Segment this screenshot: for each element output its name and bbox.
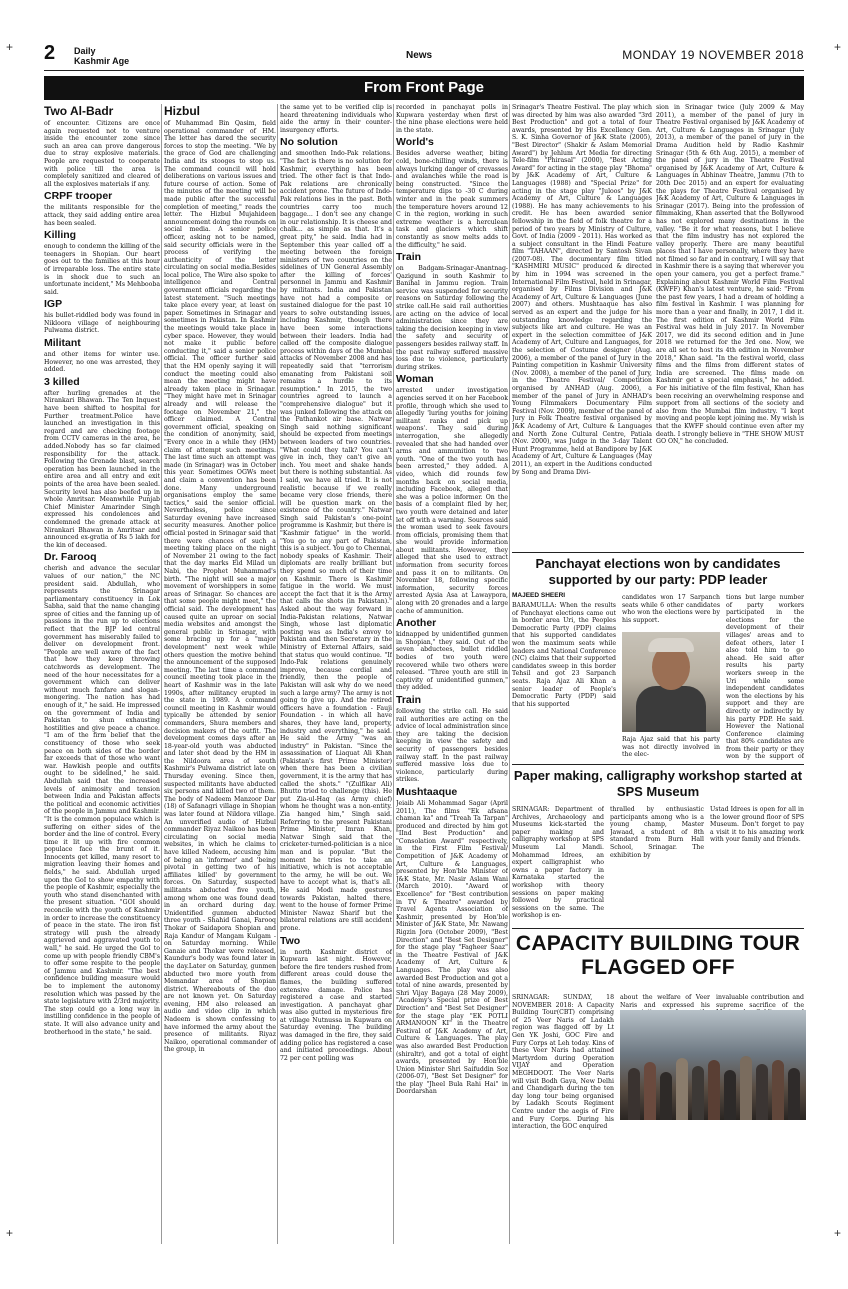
pdp-byline: MAJEED SHEERI [512, 592, 566, 599]
cb-column-c-top: invaluable contribution and supreme sacrifice of the [716, 994, 804, 1009]
section-banner-title: From Front Page [363, 79, 484, 96]
sps-column-b: thralled by enthusiastic participants among who is a young champ, Master Jawaad, a student of 8th standard from Burn Hall School, Srinagar. The exhibition by [610, 806, 704, 859]
cb-column-a: SRINAGAR: SUNDAY, 18 NOVEMBER 2018: A Capacity Building Tour(CBT) comprising of 25 Veer Naris of Ladakh region was flagged off by Lt Gen YK Joshi, GOC Fire and Fury Corps at Leh today. Kins of these Veer Naris had attained Martyrdom during Operation VIJAY and Operation MEGHDOOT. The Veer Naris will visit Bodh Gaya, New Delhi and Chandigarh during the ten day long tour being organised by Ladakh Scouts Regiment Centre under the aegis of Fire and Fury Corps. During his interaction, the GOC enquired [512, 994, 614, 1131]
section-tag: News [406, 50, 433, 61]
story-body: enough to condemn the killing of the teenagers in Shopian. Our heart goes out to the families at this hour of irreparable loss. The entire state is in shock due to such an unfortunate incident," Ms Mehbooba said. [44, 243, 160, 296]
column-5 [512, 104, 652, 558]
story-body: following the strike call. He said rail authorities are acting on the advice of local administration since they are taking the decision keeping in view the safety and security of passengers besides railway staff. In the past railway suffered massive loss due to violence, particularly during strikes. [396, 707, 508, 784]
story-body: and other items for winter use. However, no one was arrested, they added. [44, 351, 160, 374]
masthead-rule [44, 70, 804, 71]
dateline: MONDAY 19 NOVEMBER 2018 [622, 48, 804, 62]
story-body: Jeiaib Ali Mohammad Sagar (April 2011), The films "Ek afsana chaman ka" and "Treah Ta Tarpan" produced and directed by him got "IInd Best Production" and "Consolation Award" respectively, in the First Film Festival/ Competition of J&K Academy of Art, Culture & Languages, presented by Hon'ble Minister of J&K State, Mr. Nasir Aslam Wani (March 2010). "Award of Excellence" for "Best contribution in TV & Theatre" awarded by Travel Agents Association of Kashmir, presented by Hon'ble Minister of J&K State, Mr. Nawang Rigzin Jora (October 2009), "Best Direction" and "Best Set Designer" for the stage play "Fagheer Saaz" in the Theatre Festival of J&K Academy of Art, Culture & Languages. The play was also awarded Best Production and got a total of nine awards, presented by Shri Vijay Bagaya (28 May 2009), "Academy's Special prize of Best Direction" and "Best Set Designer" for the stage play "EK POTLI ARMANOON KI" in the Theatre Festival of J&K Academy of Art, Culture & Languages. The play was also awarded Best Production (shiraltr), and got a total of eight awards, presented by Hon'ble Union Minister Shri Saifuddin Soz (2006-07), "Best Set Designer" for the play "Jheel Bula Rahi Hai" in Doordarshan [396, 799, 508, 1096]
story-body: arrested under investigation agencies served it on her Facebook profile, through which she used to allegedly 'luring youths for joining militant ranks and pick up weapons'. They said during interrogation, she allegedly revealed that she had handed over arms and ammunition to two youth. "One of the two youth has been arrested," they added. A video, which did rounds few months back on social media, including Facebook, alleged that she was a police informer. On the basis of a complaint filed by her, two youth were detained and later let off with a warning. Sources said the woman used to seek favours from officials, promising them that she would provide information about militants. However, they alleged that she used to extract information from security forces and pass it on to militants. On November 18, following specific information, security forces arrested Aysia Asa at Lawaypora, along with 20 grenades and a large cache of ammunition. [396, 387, 508, 615]
story-body: of encounter. Citizens are once again requested not to venture inside the encounter zone since such an area can prove dangerous due to stray explosive materials. People are requested to cooperate with police till the area is completely sanitized and cleared of all the explosives materials if any. [44, 120, 160, 188]
pdp-leader-photo [622, 632, 720, 732]
story-headline: World's [396, 136, 434, 149]
paper-name-line2: Kashmir Age [74, 56, 130, 66]
story-divider [512, 764, 804, 765]
story-body: cherish and advance the secular values of our nation," the NC president said. Abdullah, who represents the Srinagar parliamentary constituency in Lok Sabha, said that the name changing spree of cities and the fanning up of passions in the run up to elections reflect that the BJP led central government has miserably failed to deliver on development front. "People are well aware of the fact that how they keep throwing catchwords as development. The need of the hour necessitates for a government which can deliver without much fanfare and slogan-mongering. The nation has had enough of it," he said. He impressed on the government of India and Pakistan to shun exhausting hostilities and give peace a chance. "I am of the firm belief that the constituency of those who seek peace on both sides of the border far exceeds that of those who want war. Hawkish people and outfits ought to be sidelined," he said. Abdullah said that the increased levels of animosity and tension between India and Pakistan affects the political and economic activities of the people in Jammu and Kashmir. "It is the common populace which is suffering on either sides of the border and the line of control. Every time it lit up with fire common populace face the brunt of it. Innocents get killed, many resort to migration leaving their homes and fields," he said. Abdullah urged upon the GoI to show empathy with the people of Kashmir, especially the youth who stand disenchanted with the present situation. "GOI should reconcile with the youth of Kashmir in order to increase the constituency of peace in the state. The iron fist strategy will push the already aggrieved and aggravated youth to wall," he said. He urged the GoI to come up with people friendly CBM's to offer some respite to the people of Jammu and Kashmir. "The best confidence building measure would be to implement the autonomy resolution which was passed by the state legislature with 2/3rd majority. The step could go a long way in instilling confidence in the people of state. It will also advance unity and brotherhood in the state," he said. [44, 565, 160, 1036]
story-body: Besides adverse weather, biting cold, bone-chilling winds, there is always lurking danger of crevasses and avalanches while the road is being constructed. "Since the temperature dips to -30 C during winter and in the peak summers the temperature hovers around 12 C in the region, working in such extreme weather is a herculean task and glaciers which shift constantly as snow melts adds to the difficulty," he said. [396, 150, 508, 249]
column-divider [161, 104, 162, 1244]
story-body: sion in Srinagar twice (July 2009 & May 2011), a member of the panel of jury in Theatre Festival organised by J&K Academy of Art, Culture & Languages in Srinagar (July 2013), a member of the panel of jury in the Drama Audition held by Radio Kashmir Srinagar (5th & 6th Aug. 2015), a member of the panel of jury in the Theatre Festival organised by J&K Academy of Art, Culture & Languages in Abhinav Theatre, Jammu (7th to 20th Dec 2015) and an expert for evaluating the plays for Theatre Festival organised by J&K Academy of Art, Culture & Languages in Srinagar (2017). Being into the profession of filmmaking, Khan asserted that the Bollywood has not explored many destinations in the valley. "Be it for what reasons, but I believe that the film industry has not explored the valley properly. There are many beautiful places that I have personally, where they have not filmed so far and in contrary, I will say that in Kashmir there is a saying that wherever you open your camera, you get a perfect frame." Explaining about Kashmir World Film Festival (KWFF) Khan's latest venture, he said: "From the past few years, I had a dream of holding a film festival in Kashmir. I was planning for more than a year and finally, in 2017, I did it. The first edition of Kashmir World Film Festival was held in July 2017. In November 2017, we did its second edition and in June 2018 we returned for the 3rd one. Now, we are all set to host its 4th edition in November 2018," Khan said. "In the festival world, class films and the films from different states of India are screened. The films made on Kashmir get a special emphasis," he added. For his initiative of the film festival, Khan has been receiving an overwhelming response and support from all sections of the society and also from the Mumbai film industry. "I kept moving and people kept joining me. My wish is that the KWFF should continue even after my death. I strongly believe in "THE SHOW MUST GO ON," he concluded. [656, 104, 804, 446]
story-divider [512, 928, 804, 929]
section-banner [44, 76, 804, 100]
story-headline: Train [396, 251, 422, 264]
story-body: the same yet to be verified clip is heard threatening individuals who aide the army in their counter-insurgency efforts. [280, 104, 392, 134]
story-headline: Militant [44, 337, 81, 350]
crop-mark-icon: + [6, 40, 14, 54]
crop-mark-icon: + [834, 1226, 842, 1240]
column-6 [656, 104, 804, 558]
pdp-headline: Panchayat elections won by candidates supported by our party: PDP leader [535, 556, 781, 587]
story-headline: Killing [44, 229, 77, 242]
sps-headline: Paper making, calligraphy workshop started at SPS Museum [513, 768, 803, 799]
story-body: of Muhammad Bin Qasim, field operational commander of HM. The letter has dared the security forces to stop the meeting. "We by the grace of God are challenging India and its stooges to stop us. The command council will hold deliberations on various issues and future course of action. Some of the minutes of the meeting will be made public after the successful completion of meeting," reads the letter. The Hizbul Mujahideen announcement doing the rounds on social media. A senior police officer, asking not to be named, said security officials were in the process of verifying the authenticity of the letter circulating on social media.Besides local police, The Wire also spoke to intelligence and Central government officials regarding the latest statement. "Such meetings take place every year, at least on paper. Sometimes in Srinagar and sometimes in Pakistan. In Kashmir the meetings would take place in cyber space. However, they would not make it public before conducting it," said a senior police official. The officer further said that the HM openly saying it will conduct the meeting could also mean the meeting might have already taken place in Srinagar. "They might have met in Srinagar already and will release the footage on November 21," the officer claimed. A Central government official, speaking on the condition of anonymity, said, "Every once in a while they (HM) claim of attempt such meetings. The last time such an attempt was made (in Srinagar) was in October this year. Sometimes OGWs meet and claim a convention has been done. Many underground organisations employ the same tactics," said the senior official. Nevertheless, police since Saturday evening have increased security measures. Another police official posted in Srinagar said that there were chances of such a meeting taking place on the night of November 21 owing to the fact that the day marks Eid Milad un Nabi, the Prophet Muhammad's birth. "The night will see a major movement of worshippers in some areas of Srinagar. So chances are that some people might meet," the official said. The development has caused quite an uproar on social media websites and amongst the general public in Srinagar, with some bracing up for a "major development" next week while others question the motive behind the announcement of the supposed meeting. The last time a command council meeting took place in the heart of Kashmir was in the late 1990s, after militancy erupted in the state in 1989. A command council meeting in Kashmir would typically be attended by senior commanders, Shura members and decision makers of the outfit. The development comes days after an 18-year-old youth was abducted and later shot dead by the HM in the Nildoora area of south Kashmir's Pulwama district late on Thursday evening. Since then, suspected militants have abducted six persons and killed two of them. The body of Nadeem Manzoor Dar (18) of Safanagri village in Shopian was later found at Nildora village. An unverified audio of Hizbul commander Riyaz Naikoo has been circulating on social media websites, in which he claims to have killed Nadeem, accusing him of being an 'informer' and 'being pivotal in getting two of his affiliates killed' by government forces. On Saturday, suspected militants abducted five youth, among whom one was found dead in an orchard during day. Unidentified gunmen abducted three youth - Shahid Ganai, Farooq Thokar of Saidapora Shopian and Raja Kandur of Mangam Kulgam - on Saturday morning. While Ganaie and Thokar were released, Kaundur's body was found later in the day.Later on Saturday, gunmen abducted two more youth from Memandar area of Shopian district. Whereabouts of the duo are not known yet. On Saturday evening, HM also released an audio and video clip in which Nadeem is shown confessing to have informed the army about the presence of militants. Riyaz Naikoo, operational commander of the group, in [164, 120, 276, 1054]
page-number: 2 [44, 42, 56, 64]
story-headline: Two [280, 934, 301, 947]
column-divider [509, 104, 510, 1244]
column-4 [396, 104, 508, 1244]
pdp-photo-caption: Raja Ajaz said that his party was not directly involved in the elec- [622, 736, 720, 759]
crop-mark-icon: + [834, 40, 842, 54]
story-headline: Another [396, 617, 437, 630]
pdp-column-b: candidates won 17 Sarpanch seats while 6 other candidates who won the elections were by his support. [622, 594, 720, 624]
column-1 [44, 104, 160, 1244]
crop-mark-icon: + [6, 1226, 14, 1240]
capacity-building-photo [620, 1010, 806, 1120]
column-3 [280, 104, 392, 1244]
story-body: after hurling grenades at the Nirankari Bhawan. The Ten Inquest have been shifted to hospital for Further treatment.Police have launched an investigation in this regard and are checking footage from CCTV cameras in the area, he added.Nobody has so far claimed responsibility for the attack. Following the Grenade blast, search operation has been launched in the entire area and all entry and exit points of the area have been sealed. Security level has also beefed up in whole Amritsar. Meanwhile Punjab Chief Minister Amarinder Singh expressed his condolences and condemned the grenade attack at Nirankari Bhawan in Amritsar and announced ex-gratia of Rs 5 lakh for the kin of deceased. [44, 389, 160, 549]
story-headline: Train [396, 693, 422, 706]
story-body: kidnapped by unidentified gunmen in Shopian," they said. Out of the seven abductees, bullet riddled bodies of two youth were recovered while two others were released. "Three youth are still in captivity of unidentified gunmen," they added. [396, 631, 508, 692]
story-body: recorded in panchayat polls in Kupwara yesterday when first of the nine phase elections were held in the state. [396, 104, 508, 134]
story-divider [512, 552, 804, 553]
sps-column-a: SRINAGAR: Department of Archives, Archaeology and Museums kick-started the paper making and calligraphy workshop at SPS Museum Lal Mandi. Mohammad Idrees, an expert calligraphist who owns a paper factory in Karnataka started the workshop with theory sessions on paper making followed by practical sessions on the same. The workshop is en- [512, 806, 604, 920]
story-body: on Badgam-Srinagar-Anantnag-Qazigund in south Kashmir to Banihal in Jammu region. Train service was suspended for security reasons on Saturday following the strike call.He said rail authorities are acting on the advice of local administration since they are taking the decision keeping in view the safety and security of passengers besides railway staff. In the past railway suffered massive loss due to violence, particularly during strikes. [396, 265, 508, 371]
story-body: and smoothen Indo-Pak relations. "The fact is there is no solution for Kashmir, everything has been tried. The other fact is that Indo-Pak relations are chronically accident prone. The future of Indo-Pak relations lies in the past. Both countries carry too much baggage... I don't see any change in our relationship. It is cheese and chalk... as simple as that. It's a great pity," he said. India had in September this year called off a meeting between the foreign ministers of two countries on the sidelines of UN General Assembly after the killing of forces' personnel in Jammu and Kashmir by militants. India and Pakistan have not had a composite or sustained dialogue for the past 10 years to solve outstanding issues, including Kashmir, though there have been some interactions between their leaders. India had called off the composite dialogue process within days of the Mumbai attacks of November 2008 and has repeatedly said that "terrorism emanating from Pakistani soil remains a hurdle to its resumption." In 2015, the two countries agreed to launch a "comprehensive dialogue" but it was junked following the attack on the Pathankot air base. Natwar Singh said nothing significant should be expected from meetings between leaders of two countries. "What could they talk? You can't give in inch, they can't give an inch. You meet and shake hands but there is nothing substantial. As I said, we have all tried. It is not realistic because if we really became very close friends, there will be question mark on the existence of the country." Natwar Singh said Pakistan's one-point programme is Kashmir, but there is "Kashmir fatigue" in the world. "You go to any part of Pakistan, this is a subject. You go to Chennai, nobody speaks of Kashmir. Their diplomats are really brilliant but they spend so much of their time on Kashmir. There is Kashmir fatigue in the world. We must accept the fact that it is the Army that calls the shots (in Pakistan)." Asked about the way forward in India-Pakistan relations, Natwar Singh, whose last diplomatic posting was as India's envoy to Pakistan and then Secretary in the Ministry of External Affairs, said that status quo would continue. "If Indo-Pak relations genuinely improve, because cordial and friendly, then the people of Pakistan will ask why do we need such a large army? The army is not going to give up. And the retired officers have a foundation - Fauji Foundation - in which all have shares, they have land, property, industry and everything," he said. He said the Army "was an industry" in Pakistan. "Since the assassination of Liaquat Ali Khan (Pakistan's first Prime Minister) when there has been a civilian government, it is the army that has called the shots." "(Zulfikar Ali) Bhutto tried to challenge (this). He put Zia-ul-Haq (as Army chief) whom he thought was a non-entity. Zia hanged him," Singh said. Referring to the present Pakistani Prime Minister, Imran Khan, Natwar Singh said that the cricketer-turned-politician is a nice man and is popular. "But the moment he tries to take an initiative, which is not acceptable to the army, he will be out. We have to accept what is, that's all. He said Modi made gestures towards Pakistan, halted there, went to the house of former Prime Minister Nawaz Sharif but the bilateral relations are still accident prone. [280, 150, 392, 932]
column-divider [277, 104, 278, 1244]
column-divider [393, 104, 394, 1244]
pdp-column-a: BARAMULLA: When the results of Panchayat elections came out in border area Uri, the Peoples Democratic Party (PDP) claims that his supported candidates won the maximum seats while leaders and National Conference (NC) claims that their supported candidates sweep in this border Tehsil and got 23 Sarpanch seats. Raja Ajaz Ali Khan a senior leader of People's Democratic Party (PDP) said that his supported [512, 602, 616, 708]
story-headline: No solution [280, 136, 338, 149]
capacity-building-headline: CAPACITY BUILDING TOUR FLAGGED OFF [515, 932, 801, 979]
masthead [44, 44, 804, 68]
story-body: the militants responsible for the attack, they said adding entire area has been sealed. [44, 204, 160, 227]
paper-name-line1: Daily [74, 46, 96, 56]
sps-column-c: Ustad Idrees is open for all in the lower ground floor of SPS Museum. Don't forget to pay a visit it to his amazing work with your family and friends. [710, 806, 804, 844]
story-body: his bullet-riddled body was found in Nikloora village of neighbouring Pulwama district. [44, 312, 160, 335]
story-headline: Two Al-Badr [44, 104, 114, 118]
story-headline: Mushtaaque [396, 785, 458, 798]
story-headline: 3 killed [44, 375, 80, 388]
story-headline: Hizbul [164, 104, 200, 118]
story-headline: Dr. Farooq [44, 551, 97, 564]
story-headline: CRPF trooper [44, 190, 113, 203]
cb-column-b-top: about the welfare of Veer Naris and expressed his [620, 994, 710, 1009]
story-body: Srinagar's Theatre Festival. The play which was directed by him was also awarded "3rd Best Production" and got a total of four awards, presented by His Excellency Gen. S. K. Sinha Governor of J&K State (2005), "Best Director" (Shakir & Aslam Memorial Award") by Jehlum Art Media for directing Tele-film "Phirasal" (2000), "Best Acting Award" for acting in the stage play "Bhoma" by J&K Academy of Art, Culture & Languages (1988) and "Special Prize" for acting in the stage play "Juloos" by J&K Academy of Art, Culture & Languages (1988). He has many achievements to his credit. He has been awarded senior fellowship in the field of folk theatre for a period of two years by Ministry of Culture, Govt. of India (2009 - 2011). Has worked as a subject consultant in the Hindi Feature film "TAHAAN", directed by Santosh Sivan (2007-08). The documentary film titled "KASHMIRI MUSIC" produced & directed by him in 1994 was screened in the International Film Festival, held in Srinagar, organised by Films Division and J&K Academy of Art, Culture & Languages (June 2007) and others. Mushtaaque has also served as an expert and the judge for his outstanding knowledge regarding the subjects like art and culture. He was an expert in the selection committee of J&K Academy of Art, Culture and Languages, for the selection of Costume designer (Aug. 2006), a member of the panel of Jury in the Painting competition in Kashmir University (Nov. 2008), a member of the panel of Jury, in the Theatre Festival/ Competition organised by ANHAD (Aug. 2006), a member of the panel of Jury in ANHAD's Young Filmmakers Documentary Film Festival (Nov. 2009), member of the panel of Jury in Folk Theatre festival organised by J&K Academy of Art, Culture & Languages and North Zone Cultural Centre, Patiala (Nov. 2000), was Judge in the 3-day Talent Hunt Programme, held at Bandipore by J&K Academy of Art, Culture & Languages (May 2011), an expert in the Auditions conducted by Song and Drama Divi- [512, 104, 652, 476]
column-2 [164, 104, 276, 1244]
pdp-column-c: tions but large number of party workers participated in the elections for the development of their villages' areas and to defeat others, later I also told him to go ahead. He said after results his party workers sweep in the Uri while some independent candidates won the elections by his support and they are directly or indirectly by his party PDP. He said. However the National Conference claiming that 80% candidates are from their party or they won by the support of [726, 594, 804, 760]
paper-name [74, 46, 129, 66]
story-body: in north Kashmir district of Kupwara last night. However, before the fire tenders rushed from different areas could douse the flames, the building suffered extensive damage. Police has registered a case and started investigation. A panchayat ghar was also gutted in mysterious fire at village Nutnussa in Kupwara on Saturday evening. The building was damaged in the fire, they said adding police has registered a case and initiated proceedings. About 72 per cent polling was [280, 948, 392, 1062]
story-headline: IGP [44, 298, 63, 311]
story-headline: Woman [396, 373, 434, 386]
